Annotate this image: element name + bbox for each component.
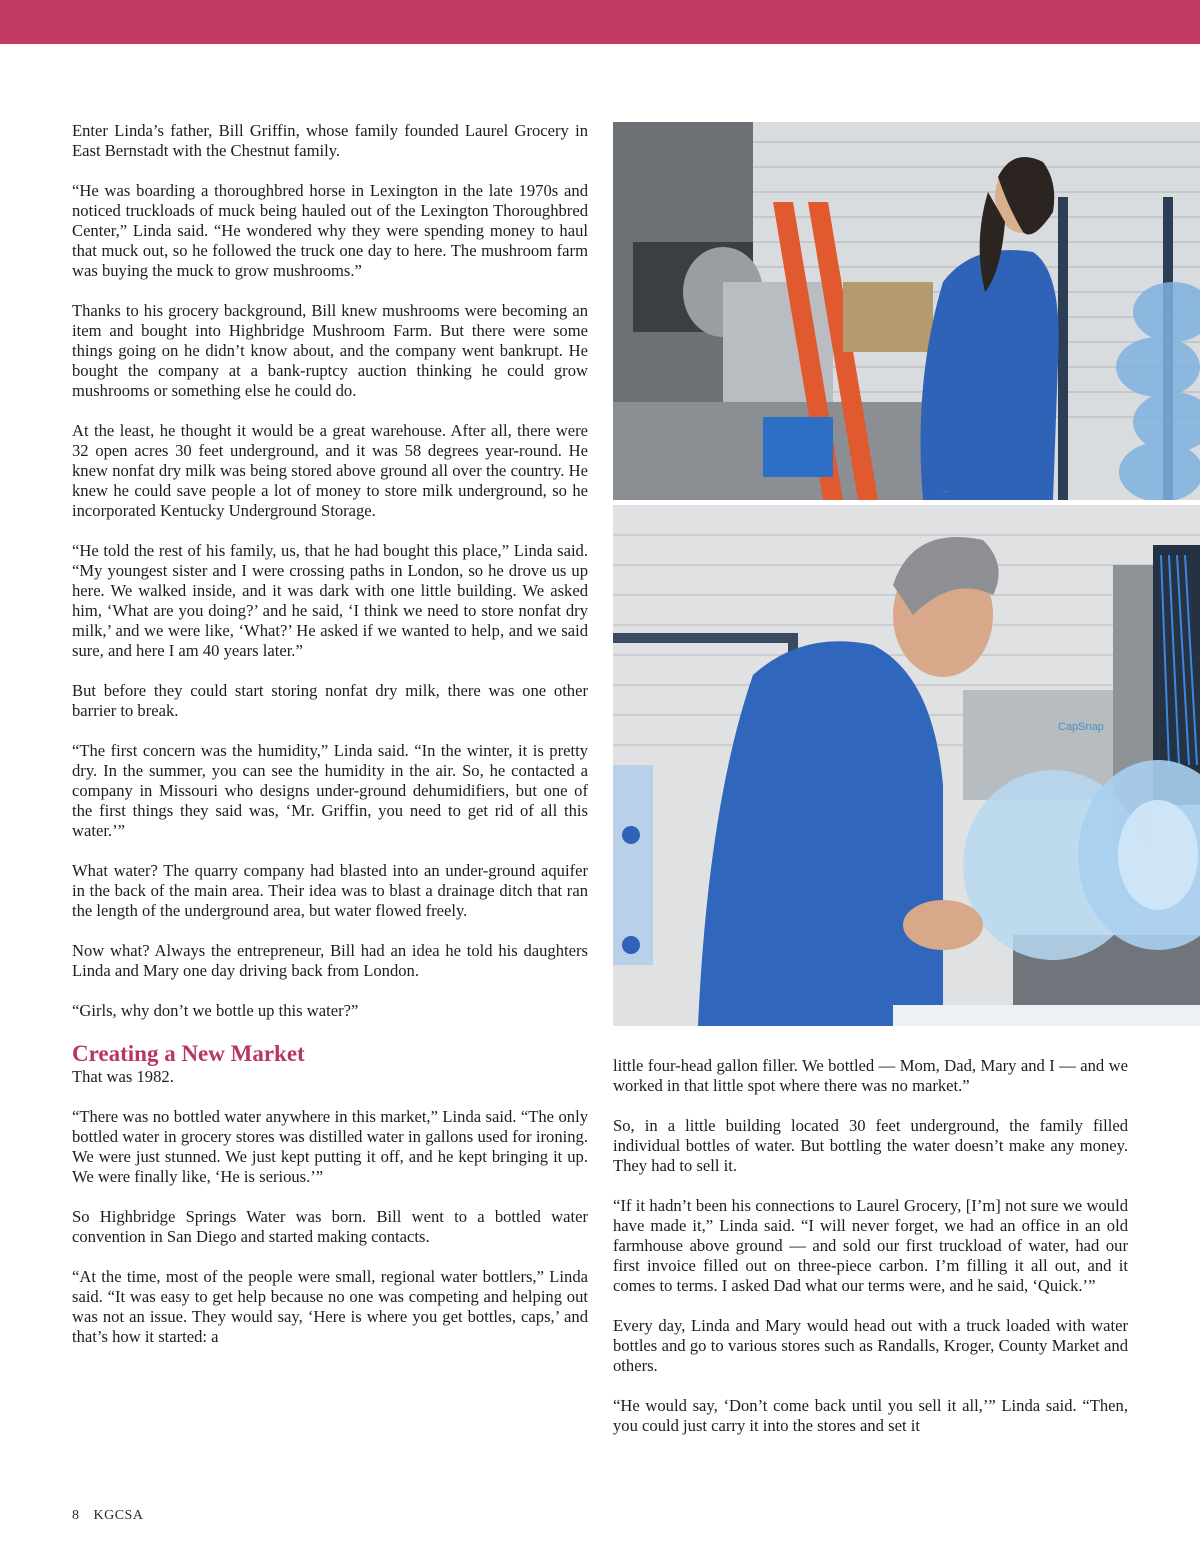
paragraph: “There was no bottled water anywhere in this market,” Linda said. “The only bottled water in grocery stores was distilled water in gallons used for ironing. We were just stunned. We just kept putting it off, and he kept bringing it up. We were finally like, ‘He is serious.’” bbox=[72, 1107, 588, 1186]
paragraph: Now what? Always the entrepreneur, Bill had an idea he told his daughters Linda and Mary one day driving back from London. bbox=[72, 941, 588, 980]
paragraph: But before they could start storing nonfat dry milk, there was one other barrier to break. bbox=[72, 681, 588, 720]
paragraph: “Girls, why don’t we bottle up this water?” bbox=[72, 1001, 359, 1020]
section-subhead: Creating a New Market bbox=[72, 1041, 305, 1066]
paragraph: “He told the rest of his family, us, that he had bought this place,” Linda said. “My youngest sister and I were crossing paths in London, so he drove us up here. We walked inside, and it was dark with one little building. We asked him, ‘What are you doing?’ and he said, ‘I think we need to store nonfat dry milk,’ and we were like, ‘What?’ He asked if we wanted to help, and we said sure, and here I am 40 years later.” bbox=[72, 541, 588, 660]
header-color-bar bbox=[0, 0, 1200, 44]
page-footer bbox=[72, 1508, 153, 1524]
paragraph: “The first concern was the humidity,” Linda said. “In the winter, it is pretty dry. In the summer, you can see the humidity in the air. So, he contacted a company in Missouri who designs under-ground dehumidifiers, but one of the first things they said was, ‘Mr. Griffin, you need to get rid of all this water.’” bbox=[72, 741, 588, 840]
left-text-column bbox=[72, 121, 588, 1367]
paragraph: So Highbridge Springs Water was born. Bill went to a bottled water convention in San Diego and started making contacts. bbox=[72, 1207, 588, 1246]
paragraph: Enter Linda’s father, Bill Griffin, whose family founded Laurel Grocery in East Bernstadt with the Chestnut family. bbox=[72, 121, 588, 160]
paragraph: That was 1982. bbox=[72, 1067, 174, 1086]
paragraph: “He would say, ‘Don’t come back until you sell it all,’” Linda said. “Then, you could just carry it into the stores and set it bbox=[613, 1396, 1128, 1435]
publication-name: KGCSA bbox=[93, 1508, 144, 1523]
paragraph: At the least, he thought it would be a great warehouse. After all, there were 32 open acres 30 feet underground, and it was 58 degrees year-round. He knew nonfat dry milk was being stored above ground all over the country. He knew he could save people a lot of money to store milk underground, so he incorporated Kentucky Underground Storage. bbox=[72, 421, 588, 520]
paragraph: “If it hadn’t been his connections to Laurel Grocery, [I’m] not sure we would have made it,” Linda said. “I will never forget, we had an office in an old farmhouse above ground — and sold our first truckload of water, had our first invoice filled out on three-piece carbon. I’m filling it all out, and it comes to terms. I asked Dad what our terms were, and he said, ‘Quick.’” bbox=[613, 1196, 1128, 1295]
photo-label: CapSnap bbox=[943, 492, 948, 493]
paragraph: little four-head gallon filler. We bottled — Mom, Dad, Mary and I — and we worked in that little spot where there was no market.” bbox=[613, 1056, 1128, 1095]
paragraph: “At the time, most of the people were small, regional water bottlers,” Linda said. “It was easy to get help because no one was competing and helping out was not an issue. They would say, ‘Here is where you get bottles, caps,’ and that’s how it started: a bbox=[72, 1267, 588, 1346]
paragraph: Every day, Linda and Mary would head out with a truck loaded with water bottles and go to various stores such as Randalls, Kroger, County Market and others. bbox=[613, 1316, 1128, 1375]
paragraph: What water? The quarry company had blasted into an under-ground aquifer in the back of the main area. Their idea was to blast a drainage ditch that ran the length of the underground area, but water flowed freely. bbox=[72, 861, 588, 920]
paragraph: Thanks to his grocery background, Bill knew mushrooms were becoming an item and bought into Highbridge Mushroom Farm. But there were some things going on he didn’t know about, and the company went bankrupt. He bought the company at a bank-ruptcy auction thinking he could grow mushrooms or something else he could do. bbox=[72, 301, 588, 400]
photo-worker-with-jugs bbox=[613, 505, 1200, 1026]
right-text-column bbox=[613, 1056, 1128, 1456]
paragraph: So, in a little building located 30 feet underground, the family filled individual bottles of water. But bottling the water doesn’t make any money. They had to sell it. bbox=[613, 1116, 1128, 1175]
photo-worker-with-rack bbox=[613, 122, 1200, 500]
paragraph: “He was boarding a thoroughbred horse in Lexington in the late 1970s and noticed truckloads of muck being hauled out of the Lexington Thoroughbred Center,” Linda said. “He wondered why they were spending money to haul that muck out, so he followed the truck one day to here. The mushroom farm was buying the muck to grow mushrooms.” bbox=[72, 181, 588, 280]
machine-brand-label: CapSnap bbox=[1058, 721, 1104, 733]
page-number: 8 bbox=[72, 1508, 80, 1523]
